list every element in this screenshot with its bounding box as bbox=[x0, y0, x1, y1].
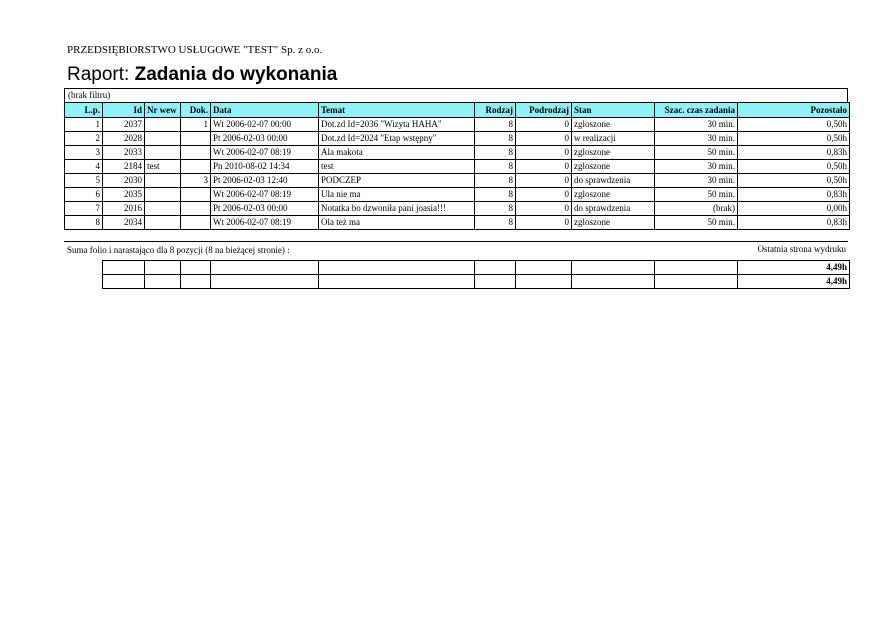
table-header-row bbox=[65, 103, 850, 118]
col-header-pozostalo: Pozostało bbox=[738, 103, 850, 118]
cell-stan: do sprawdzenia bbox=[572, 202, 655, 216]
cell-temat: Ala makota bbox=[319, 146, 475, 160]
cell-podrodzaj: 0 bbox=[516, 160, 572, 174]
col-header-data: Data bbox=[211, 103, 319, 118]
cell-dok bbox=[181, 202, 211, 216]
cell-dok bbox=[181, 216, 211, 230]
summary-divider bbox=[64, 241, 848, 242]
cell-dok bbox=[181, 132, 211, 146]
cell-pozostalo: 0,50h bbox=[738, 118, 850, 132]
filter-info: (brak filtru) bbox=[64, 88, 848, 102]
cell-dok bbox=[181, 188, 211, 202]
cell-stan: zgloszone bbox=[572, 160, 655, 174]
report-title bbox=[67, 64, 337, 86]
col-header-podrodzaj: Podrodzaj bbox=[516, 103, 572, 118]
cell-lp: 5 bbox=[65, 174, 103, 188]
cell-pozostalo: 0,50h bbox=[738, 160, 850, 174]
cell-id: 2030 bbox=[103, 174, 145, 188]
col-header-temat: Temat bbox=[319, 103, 475, 118]
table-row bbox=[65, 160, 850, 174]
cell-szac-czas: 30 min. bbox=[655, 174, 738, 188]
cell-podrodzaj: 0 bbox=[516, 202, 572, 216]
report-name: Zadania do wykonania bbox=[134, 64, 338, 85]
cell-podrodzaj: 0 bbox=[516, 216, 572, 230]
cell-pozostalo: 0,00h bbox=[738, 202, 850, 216]
cell-id: 2016 bbox=[103, 202, 145, 216]
cell-temat: test bbox=[319, 160, 475, 174]
table-row bbox=[65, 146, 850, 160]
table-row bbox=[65, 174, 850, 188]
col-header-lp: L.p. bbox=[65, 103, 103, 118]
cell-id: 2035 bbox=[103, 188, 145, 202]
folio-total-row bbox=[103, 261, 850, 275]
cell-nr-wew bbox=[145, 118, 181, 132]
cell-data: Wt 2006-02-07 08:19 bbox=[211, 216, 319, 230]
cell-id: 2184 bbox=[103, 160, 145, 174]
cell-rodzaj: 8 bbox=[475, 146, 516, 160]
cell-lp: 4 bbox=[65, 160, 103, 174]
cell-nr-wew bbox=[145, 132, 181, 146]
cell-podrodzaj: 0 bbox=[516, 118, 572, 132]
cell-dok bbox=[181, 146, 211, 160]
cell-dok bbox=[181, 160, 211, 174]
cell-rodzaj: 8 bbox=[475, 188, 516, 202]
cell-nr-wew bbox=[145, 174, 181, 188]
cell-data: Pt 2006-02-03 00:00 bbox=[211, 202, 319, 216]
cell-podrodzaj: 0 bbox=[516, 188, 572, 202]
cell-nr-wew bbox=[145, 188, 181, 202]
cell-temat: Dot.zd Id=2036 "Wizyta HAHA" bbox=[319, 118, 475, 132]
totals-table bbox=[102, 260, 850, 289]
cell-rodzaj: 8 bbox=[475, 202, 516, 216]
table-row bbox=[65, 216, 850, 230]
cell-szac-czas: 50 min. bbox=[655, 188, 738, 202]
cell-temat: Ula nie ma bbox=[319, 188, 475, 202]
cell-data: Pn 2010-08-02 14:34 bbox=[211, 160, 319, 174]
folio-total-value: 4,49h bbox=[738, 261, 850, 275]
cell-rodzaj: 8 bbox=[475, 160, 516, 174]
cell-dok: 1 bbox=[181, 118, 211, 132]
cell-lp: 6 bbox=[65, 188, 103, 202]
cell-id: 2034 bbox=[103, 216, 145, 230]
cell-nr-wew: test bbox=[145, 160, 181, 174]
cell-dok: 3 bbox=[181, 174, 211, 188]
cell-szac-czas: 30 min. bbox=[655, 118, 738, 132]
cell-stan: zgloszone bbox=[572, 188, 655, 202]
cell-temat: Dot.zd Id=2024 "Etap wstępny" bbox=[319, 132, 475, 146]
running-total-row bbox=[103, 275, 850, 289]
cell-stan: zgloszone bbox=[572, 216, 655, 230]
cell-szac-czas: 50 min. bbox=[655, 216, 738, 230]
cell-szac-czas: 50 min. bbox=[655, 146, 738, 160]
last-page-note: Ostatnia strona wydruku bbox=[757, 244, 846, 254]
cell-data: Pt 2006-02-03 12:40 bbox=[211, 174, 319, 188]
cell-data: Wt 2006-02-07 08:19 bbox=[211, 188, 319, 202]
cell-pozostalo: 0,50h bbox=[738, 174, 850, 188]
cell-lp: 2 bbox=[65, 132, 103, 146]
col-header-nr-wew: Nr wew bbox=[145, 103, 181, 118]
tasks-table bbox=[64, 102, 850, 230]
table-row bbox=[65, 118, 850, 132]
cell-id: 2033 bbox=[103, 146, 145, 160]
running-total-value: 4,49h bbox=[738, 275, 850, 289]
cell-rodzaj: 8 bbox=[475, 118, 516, 132]
cell-podrodzaj: 0 bbox=[516, 132, 572, 146]
summary-label: Suma folio i narastająco dla 8 pozycji (8 na bieżącej stronie) : bbox=[67, 245, 290, 255]
cell-rodzaj: 8 bbox=[475, 132, 516, 146]
cell-nr-wew bbox=[145, 146, 181, 160]
col-header-rodzaj: Rodzaj bbox=[475, 103, 516, 118]
cell-podrodzaj: 0 bbox=[516, 146, 572, 160]
company-name: PRZEDSIĘBIORSTWO USŁUGOWE "TEST" Sp. z o.o. bbox=[67, 44, 323, 56]
cell-nr-wew bbox=[145, 216, 181, 230]
cell-id: 2037 bbox=[103, 118, 145, 132]
cell-rodzaj: 8 bbox=[475, 174, 516, 188]
col-header-id: Id bbox=[103, 103, 145, 118]
report-prefix: Raport: bbox=[67, 64, 130, 85]
cell-podrodzaj: 0 bbox=[516, 174, 572, 188]
table-row bbox=[65, 188, 850, 202]
cell-stan: zgloszone bbox=[572, 118, 655, 132]
col-header-szac-czas: Szac. czas zadania bbox=[655, 103, 738, 118]
cell-temat: Notatka bo dzwoniła pani joasia!!! bbox=[319, 202, 475, 216]
table-row bbox=[65, 202, 850, 216]
cell-data: Wt 2006-02-07 08:19 bbox=[211, 146, 319, 160]
cell-szac-czas: 30 min. bbox=[655, 160, 738, 174]
cell-stan: w realizacji bbox=[572, 132, 655, 146]
cell-rodzaj: 8 bbox=[475, 216, 516, 230]
table-row bbox=[65, 132, 850, 146]
cell-pozostalo: 0,83h bbox=[738, 146, 850, 160]
cell-nr-wew bbox=[145, 202, 181, 216]
cell-stan: do sprawdzenia bbox=[572, 174, 655, 188]
cell-stan: zgloszone bbox=[572, 146, 655, 160]
cell-data: Wt 2006-02-07 00:00 bbox=[211, 118, 319, 132]
cell-lp: 3 bbox=[65, 146, 103, 160]
cell-pozostalo: 0,83h bbox=[738, 216, 850, 230]
cell-temat: PODCZEP bbox=[319, 174, 475, 188]
cell-pozostalo: 0,83h bbox=[738, 188, 850, 202]
cell-szac-czas: 30 min. bbox=[655, 132, 738, 146]
cell-szac-czas: (brak) bbox=[655, 202, 738, 216]
cell-lp: 1 bbox=[65, 118, 103, 132]
col-header-dok: Dok. bbox=[181, 103, 211, 118]
cell-id: 2028 bbox=[103, 132, 145, 146]
cell-lp: 8 bbox=[65, 216, 103, 230]
cell-lp: 7 bbox=[65, 202, 103, 216]
cell-temat: Ola też ma bbox=[319, 216, 475, 230]
cell-data: Pt 2006-02-03 00:00 bbox=[211, 132, 319, 146]
col-header-stan: Stan bbox=[572, 103, 655, 118]
cell-pozostalo: 0,50h bbox=[738, 132, 850, 146]
